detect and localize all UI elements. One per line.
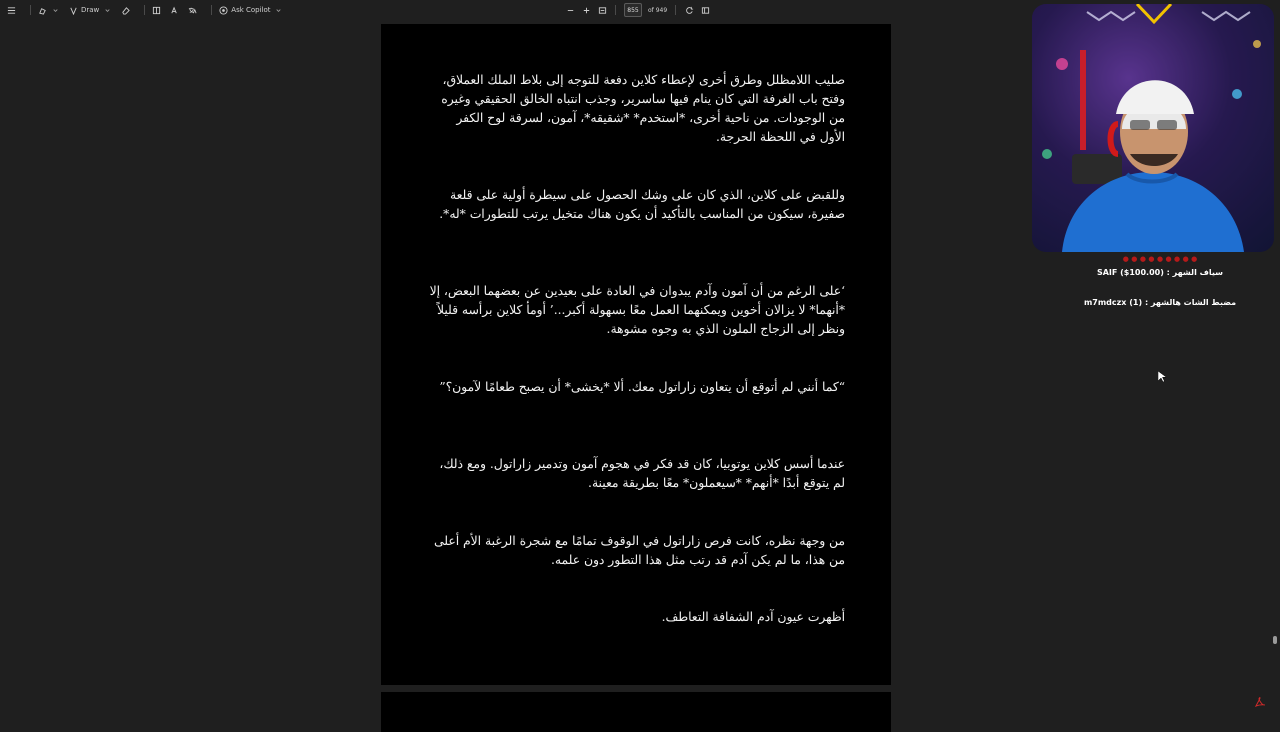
overlay-top-donor: سياف الشهر : SAIF ($100.00): [1096, 268, 1224, 277]
highlighter-icon: [37, 5, 47, 15]
webcam-overlay: [1032, 4, 1274, 252]
page-navigation: [565, 3, 710, 17]
view-button[interactable]: [151, 5, 161, 15]
eraser-icon: [120, 5, 130, 15]
read-aloud-button[interactable]: [169, 5, 179, 15]
page-number-input[interactable]: 855: [624, 3, 642, 17]
toolbar-divider: [144, 5, 145, 15]
mouse-cursor-icon: [1158, 368, 1166, 380]
zoom-in-icon[interactable]: [581, 5, 591, 15]
toolbar-divider: [211, 5, 212, 15]
toolbar-divider: [30, 5, 31, 15]
translate-icon: [187, 5, 197, 15]
overlay-scrolling-banner: ● ● ● ● ● ● ● ● ●: [1122, 255, 1198, 263]
two-page-icon[interactable]: [700, 5, 710, 15]
ask-copilot-label: Ask Copilot: [231, 6, 271, 14]
paragraph: وللقبض على كلاين، الذي كان على وشك الحصول على سيطرة أولية على قلعة صفيرة، سيكون من المناسب بالتأكيد أن يكون هناك متخيل يرتب للتطورات *له*.: [439, 188, 845, 221]
fit-page-icon[interactable]: [597, 5, 607, 15]
toolbar-divider: [675, 5, 676, 15]
paragraph: عندما أسس كلاين يوتوبيا، كان قد فكر في هجوم آمون وتدمير زاراتول. ومع ذلك، لم يتوقع أبدًا *أنهم* *سيعملون* معًا بطريقة معينة.: [439, 457, 845, 490]
contents-button[interactable]: [6, 5, 16, 15]
draw-button[interactable]: [68, 5, 112, 15]
pdf-file-icon: [1255, 692, 1265, 702]
overlay-chat-moderator: مضبط الشات هالشهر : (1) m7mdczx: [1083, 298, 1237, 307]
paragraph: من وجهة نظره، كانت فرص زاراتول في الوقوف تمامًا مع شجرة الرغبة الأم أعلى من هذا، ما لم يكن آدم قد رتب مثل هذا التطور دون علمه.: [434, 534, 845, 567]
ask-copilot-button[interactable]: [218, 5, 283, 15]
list-icon: [6, 5, 16, 15]
scrollbar-thumb[interactable]: [1273, 636, 1277, 644]
chevron-down-icon: [50, 5, 60, 15]
erase-button[interactable]: [120, 5, 130, 15]
paragraph: “كما أنني لم أتوقع أن يتعاون زاراتول معك. ألا *يخشى* أن يصبح طعامًا لآمون؟”: [439, 380, 845, 394]
paragraph: صليب اللامظلل وطرق أخرى لإعطاء كلاين دفعة للتوجه إلى بلاط الملك العملاق، وفتح باب الغرفة التي كان ينام فيها ساسرير، وجذب انتباه الخالق الحقيقي وغيره من الوجودات. من ناحية أخرى، *استخدم* *شقيقه*، آمون، لسرقة لوح الكفر الأول في اللحظة الحرجة.: [441, 73, 845, 144]
page-total: of 949: [648, 6, 668, 14]
paragraph: أظهرت عيون آدم الشفافة التعاطف.: [661, 610, 845, 624]
draw-label: Draw: [81, 6, 100, 14]
paragraph: ‘على الرغم من أن آمون وآدم يبدوان في العادة على بعيدين عن بعضهما البعض، إلا *أنهما* لا يزالان أخوين ويمكنهما العمل معًا بسهولة أكبر...’ أومأ كلاين برأسه قليلاً ونظر إلى الزجاج الملون الذي به وجوه مشوهة.: [429, 284, 845, 336]
highlight-button[interactable]: [37, 5, 60, 15]
toolbar-divider: [615, 5, 616, 15]
copilot-icon: [218, 5, 228, 15]
zoom-out-icon[interactable]: [565, 5, 575, 15]
chevron-down-icon: [274, 5, 284, 15]
translate-button[interactable]: [187, 5, 197, 15]
next-pdf-page: [381, 692, 891, 732]
rotate-icon[interactable]: [684, 5, 694, 15]
page-view-icon: [151, 5, 161, 15]
streamer-illustration: [1032, 4, 1274, 252]
read-aloud-icon: [169, 5, 179, 15]
pdf-page: [381, 24, 891, 685]
pen-icon: [68, 5, 78, 15]
chevron-down-icon: [102, 5, 112, 15]
